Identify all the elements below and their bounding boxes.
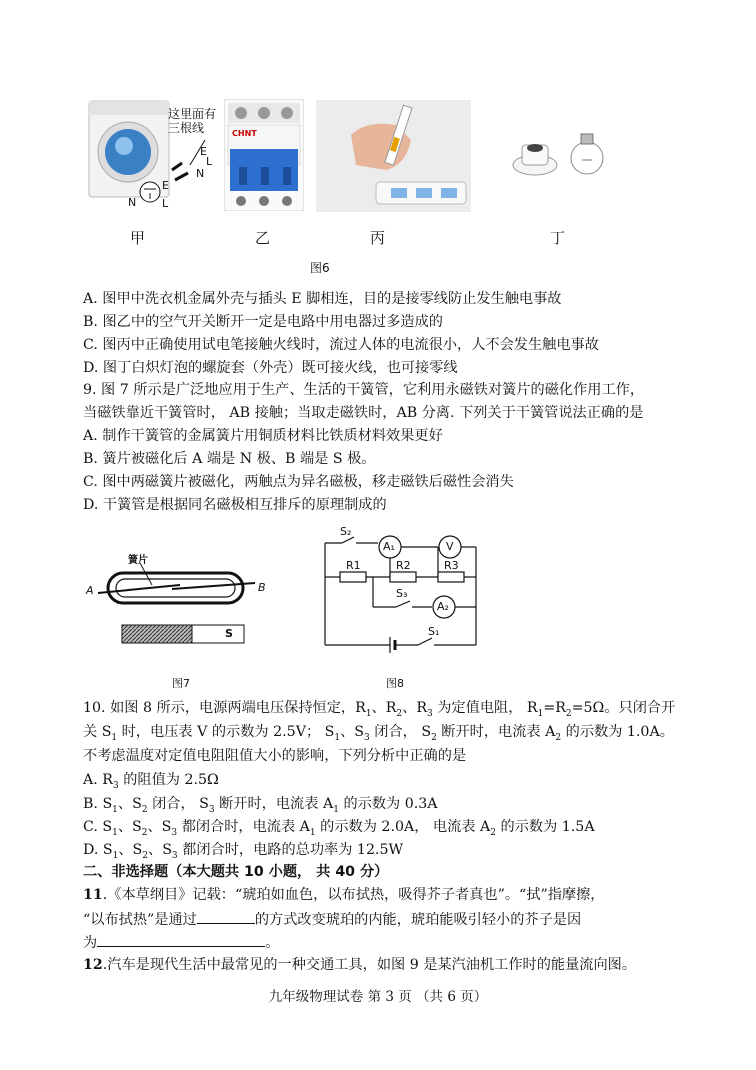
q10-line3: 不考虑温度对定值电阻阻值大小的影响，下列分析中正确的是 <box>83 748 467 764</box>
panel-label-bing: 丙 <box>370 229 386 247</box>
q8-option-c: C. 图丙中正确使用试电笔接触火线时，流过人体的电流很小，人不会发生触电事故 <box>83 337 599 353</box>
plug-label-l: L <box>206 155 213 168</box>
q10-line1: 10. 如图 8 所示，电源两端电压保持恒定，$R_1$、$R_2$、$R_3$ 为定值电阻， $R_1=R_2=5\Omega$。只闭合开 <box>83 700 676 719</box>
figure-7 <box>80 545 280 695</box>
socket-label-l: L <box>162 197 169 210</box>
air-switch-image <box>224 99 304 211</box>
magnet-s-label: S <box>225 627 233 640</box>
label-r2: R2 <box>396 559 411 572</box>
figure-8 <box>318 525 488 695</box>
breaker-brand: CHNT <box>232 129 257 138</box>
q11-line2: “以布拭热”是通过 的方式改变琥珀的内能，琥珀能吸引轻小的芥子是因 <box>83 909 581 930</box>
label-s1: S₁ <box>428 625 440 638</box>
bulb-and-holder-image <box>510 130 610 190</box>
test-pen-image <box>316 100 471 212</box>
reed-label: 簧片 <box>128 555 148 566</box>
q8-option-a: A. 图甲中洗衣机金属外壳与插头 E 脚相连，目的是接零线防止发生触电事故 <box>83 291 562 307</box>
label-a: A <box>86 584 94 597</box>
section-2-heading: 二、非选择题（本大题共 10 小题， 共 40 分） <box>83 864 389 880</box>
q8-option-b: B. 图乙中的空气开关断开一定是电路中用电器过多造成的 <box>83 314 443 330</box>
plug-label-n: N <box>196 167 205 180</box>
q9-stem-line1: 9. 图 7 所示是广泛地应用于生产、生活的干簧管，它利用永磁铁对簧片的磁化作用工作， <box>83 382 645 398</box>
q11-line3: 为 。 <box>83 932 279 953</box>
q9-option-c: C. 图中两磁簧片被磁化，两触点为异名磁极，移走磁铁后磁性会消失 <box>83 474 514 490</box>
label-r3: R3 <box>444 559 459 572</box>
q11-answer-blank-2[interactable] <box>97 932 265 947</box>
q10-line2: 关 $S_1$ 时，电压表 V 的示数为 2.5V； $S_1$、$S_3$ 闭合， $S_2$ 断开时，电流表 $A_2$ 的示数为 1.0A。 <box>83 724 674 743</box>
plug-label-e: E <box>200 145 207 158</box>
figure-6 <box>80 95 640 275</box>
figure-8-caption: 图8 <box>386 677 404 690</box>
q10-option-b: B. $S_1$、$S_2$ 闭合， $S_3$ 断开时，电流表 $A_1$ 的示数为 0.3A <box>83 796 438 815</box>
q10-option-d: D. $S_1$、$S_2$、$S_3$ 都闭合时，电路的总功率为 12.5W <box>83 842 404 861</box>
q9-option-b: B. 簧片被磁化后 A 端是 N 极、B 端是 S 极。 <box>83 451 376 467</box>
label-a2: A₂ <box>437 600 449 613</box>
label-b: B <box>258 581 266 594</box>
q10-option-c: C. $S_1$、$S_2$、$S_3$ 都闭合时，电流表 $A_1$ 的示数为 2.0A， 电流表 $A_2$ 的示数为 1.5A <box>83 819 595 838</box>
q11-line1: 11.《本草纲目》记载：“琥珀如血色，以布拭热，吸得芥子者真也”。“拭”指摩擦， <box>83 887 605 903</box>
label-v: V <box>446 540 454 553</box>
label-s3: S₃ <box>396 587 408 600</box>
q12-line1: 12.汽车是现代生活中最常见的一种交通工具，如图 9 是某汽油机工作时的能量流向图。 <box>83 957 637 973</box>
socket-label-n: N <box>128 196 137 209</box>
label-a1: A₁ <box>383 540 395 553</box>
panel-label-ding: 丁 <box>550 229 566 247</box>
annotation-text: 这里面有 三根线 <box>168 107 217 135</box>
panel-label-jia: 甲 <box>130 229 146 247</box>
q9-stem-line2: 当磁铁靠近干簧管时， AB 接触；当取走磁铁时，AB 分离. 下列关于干簧管说法正确的是 <box>83 405 644 421</box>
panel-label-yi: 乙 <box>255 229 271 247</box>
figure-6-caption: 图6 <box>310 261 330 275</box>
q11-answer-blank-1[interactable] <box>197 909 255 924</box>
figure-7-caption: 图7 <box>172 677 190 690</box>
page-footer: 九年级物理试卷 第 3 页 （共 6 页） <box>268 989 488 1005</box>
reed-switch-diagram <box>80 545 280 655</box>
q9-option-a: A. 制作干簧管的金属簧片用铜质材料比铁质材料效果更好 <box>83 428 443 444</box>
label-r1: R1 <box>346 559 361 572</box>
socket-label-e: E <box>162 179 169 192</box>
q10-option-a: A. $R_3$ 的阻值为 2.5Ω <box>83 772 219 791</box>
label-s2: S₂ <box>340 525 352 538</box>
q8-option-d: D. 图丁白炽灯泡的螺旋套（外壳）既可接火线，也可接零线 <box>83 360 458 376</box>
q9-option-d: D. 干簧管是根据同名磁极相互排斥的原理制成的 <box>83 497 387 513</box>
